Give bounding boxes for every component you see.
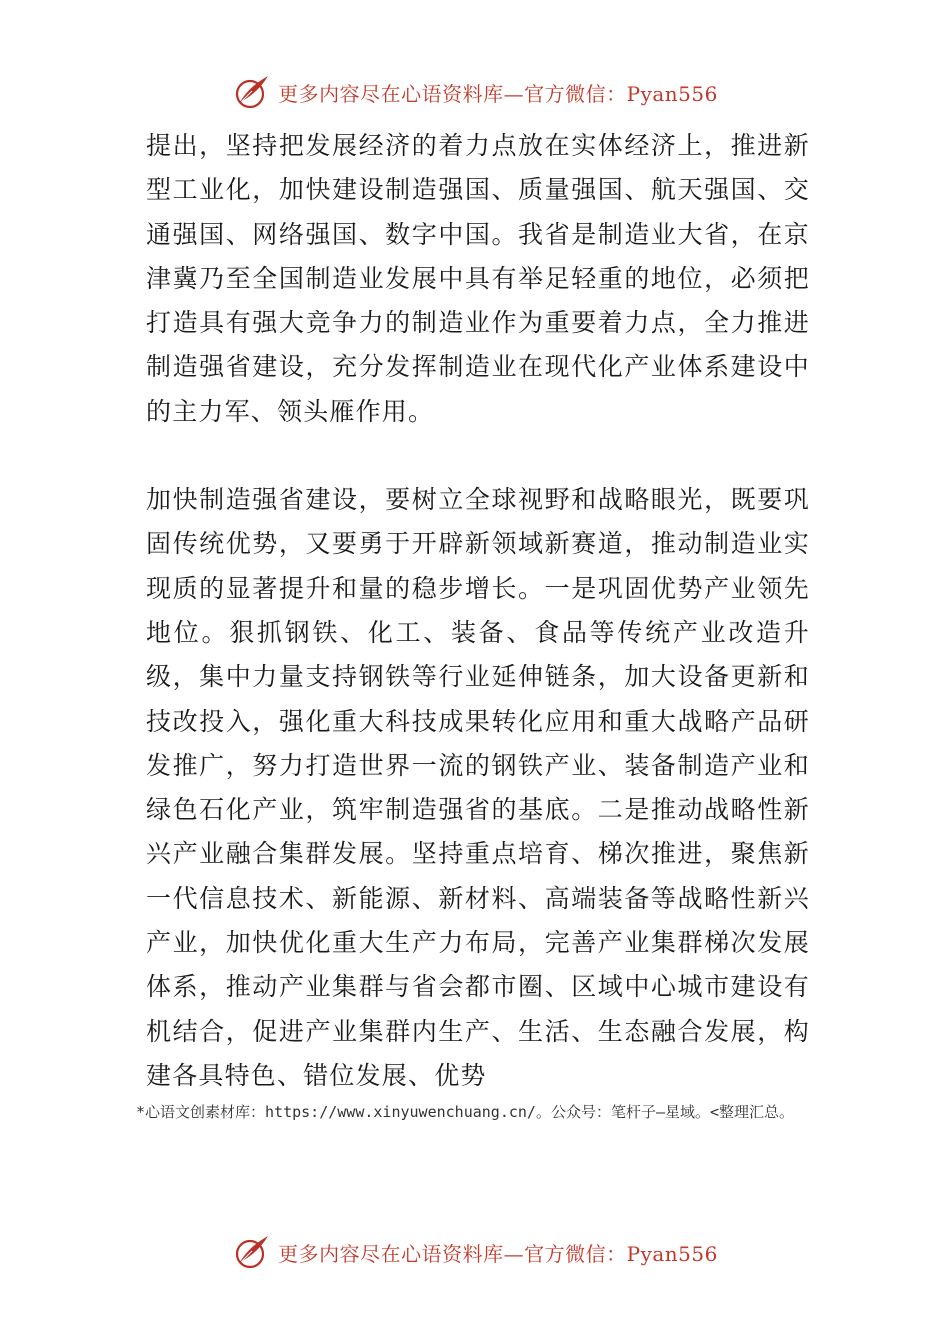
- header-banner: [0, 70, 950, 114]
- footer-banner: [0, 1230, 950, 1274]
- footer-banner-text: 更多内容尽在心语资料库—官方微信：Pyan556: [278, 1241, 718, 1266]
- paragraph-2: 加快制造强省建设，要树立全球视野和战略眼光，既要巩固传统优势，又要勇于开辟新领域新赛道，推动制造业实现质的显著提升和量的稳步增长。一是巩固优势产业领先地位。狠抓钢铁、化工、装备、食品等传统产业改造升级，集中力量支持钢铁等行业延伸链条，加大设备更新和技改投入，强化重大科技成果转化应用和重大战略产品研发推广，努力打造世界一流的钢铁产业、装备制造产业和绿色石化产业，筑牢制造强省的基底。二是推动战略性新兴产业融合集群发展。坚持重点培育、梯次推进，聚焦新一代信息技术、新能源、新材料、高端装备等战略性新兴产业，加快优化重大生产力布局，完善产业集群梯次发展体系，推动产业集群与省会都市圈、区域中心城市建设有机结合，促进产业集群内生产、生活、生态融合发展，构建各具特色、错位发展、优势: [146, 485, 810, 1090]
- header-banner-text: 更多内容尽在心语资料库—官方微信：Pyan556: [278, 81, 718, 106]
- quill-logo-icon: [232, 72, 272, 112]
- footnote: *心语文创素材库：https://www.xinyuwenchuang.cn/。公众号：笔杆子—星域。<整理汇总。: [136, 1103, 795, 1121]
- paragraph-1: 提出，坚持把发展经济的着力点放在实体经济上，推进新型工业化，加快建设制造强国、质量强国、航天强国、交通强国、网络强国、数字中国。我省是制造业大省，在京津冀乃至全国制造业发展中具有举足轻重的地位，必须把打造具有强大竞争力的制造业作为重要着力点，全力推进制造强省建设，充分发挥制造业在现代化产业体系建设中的主力军、领头雁作用。: [146, 131, 810, 426]
- document-body: [146, 124, 810, 1098]
- quill-logo-icon: [232, 1232, 272, 1272]
